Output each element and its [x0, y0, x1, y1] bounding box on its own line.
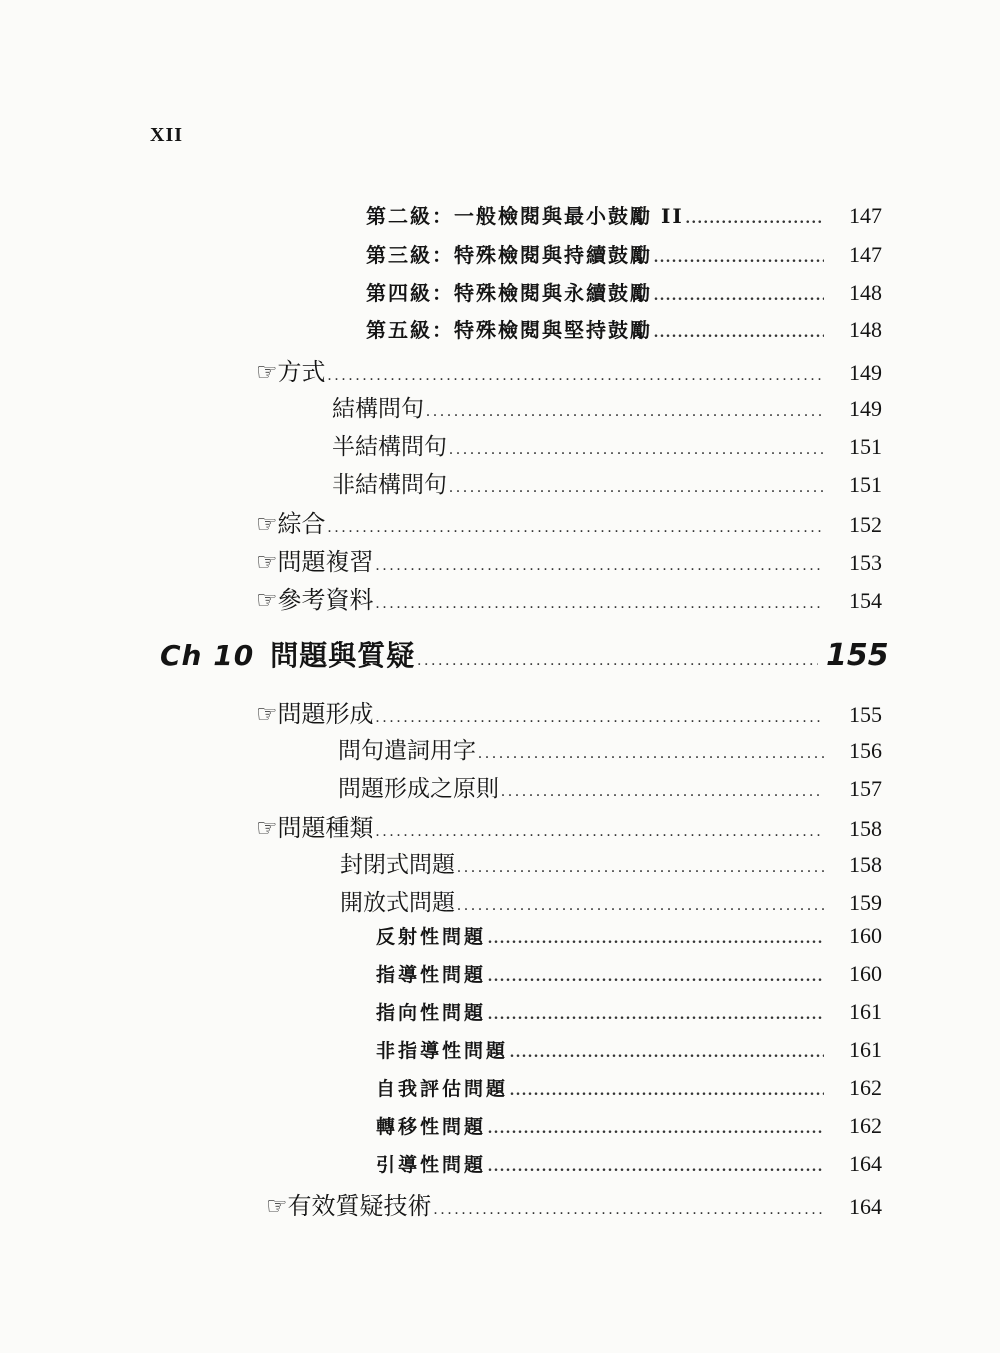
toc-entry-label: 問題形成之原則	[338, 776, 499, 802]
toc-entry-label: 第四級：特殊檢閱與永續鼓勵	[366, 281, 652, 305]
toc-section[interactable]	[256, 504, 882, 539]
toc-entry-page: 158	[849, 852, 882, 877]
toc-entry-label: 引導性問題	[376, 1154, 487, 1176]
toc-entry[interactable]	[332, 466, 882, 499]
pointing-hand-icon: ☞	[256, 510, 278, 538]
chapter-number: Ch 10	[160, 639, 255, 672]
toc-section[interactable]	[266, 1186, 882, 1221]
toc-entry-page: 157	[849, 776, 882, 801]
toc-entry-page: 151	[849, 434, 882, 459]
dot-leader	[654, 287, 824, 305]
toc-section[interactable]	[256, 352, 882, 387]
toc-entry-label: 自我評估問題	[376, 1078, 509, 1100]
toc-entry-label: 參考資料	[277, 586, 374, 614]
toc-entry-label: 指導性問題	[376, 964, 487, 986]
toc-entry-page: 162	[849, 1075, 882, 1100]
toc-entry[interactable]	[338, 732, 882, 765]
toc-entry-label: 轉移性問題	[376, 1116, 487, 1138]
dot-leader	[457, 859, 824, 877]
toc-entry-label: 非結構問句	[332, 472, 447, 498]
toc-entry-label: 反射性問題	[376, 926, 487, 948]
dot-leader	[328, 367, 824, 385]
dot-leader	[510, 1082, 824, 1100]
toc-entry-page: 158	[849, 816, 882, 841]
toc-entry-page: 161	[849, 1037, 882, 1062]
dot-leader	[654, 249, 824, 267]
pointing-hand-icon: ☞	[256, 586, 278, 614]
toc-entry-label: 第二級：一般檢閱與最小鼓勵 II	[366, 204, 684, 228]
toc-entry-label: 問題種類	[277, 814, 374, 842]
toc-entry-label: 方式	[277, 358, 326, 386]
dot-leader	[488, 1006, 824, 1024]
dot-leader	[376, 595, 824, 613]
chapter-title: 問題與質疑	[270, 639, 416, 672]
toc-entry-page: 154	[849, 588, 882, 613]
dot-leader	[417, 652, 818, 670]
toc-entry-page: 149	[849, 360, 882, 385]
pointing-hand-icon: ☞	[256, 814, 278, 842]
toc-entry[interactable]	[366, 239, 882, 268]
toc-entry-page: 164	[849, 1194, 882, 1219]
toc-entry-label: 第五級：特殊檢閱與堅持鼓勵	[366, 318, 652, 342]
toc-entry-page: 147	[849, 203, 882, 228]
toc-entry[interactable]	[376, 1074, 882, 1101]
toc-entry[interactable]	[376, 998, 882, 1025]
toc-entry-page: 159	[849, 890, 882, 915]
dot-leader	[510, 1044, 824, 1062]
toc-entry[interactable]	[340, 884, 882, 917]
toc-section[interactable]	[256, 808, 882, 843]
toc-section[interactable]	[256, 694, 882, 729]
toc-entry-page: 162	[849, 1113, 882, 1138]
pointing-hand-icon: ☞	[256, 358, 278, 386]
dot-leader	[686, 210, 824, 228]
toc-entry-page: 155	[826, 638, 889, 673]
dot-leader	[488, 1120, 824, 1138]
dot-leader	[457, 897, 824, 915]
dot-leader	[376, 557, 824, 575]
toc-section[interactable]	[256, 580, 882, 615]
toc-entry-page: 149	[849, 396, 882, 421]
toc-entry-page: 151	[849, 472, 882, 497]
dot-leader	[328, 519, 824, 537]
toc-entry-page: 155	[849, 702, 882, 727]
dot-leader	[488, 968, 824, 986]
toc-entry[interactable]	[376, 960, 882, 987]
dot-leader	[434, 1201, 824, 1219]
toc-entry[interactable]	[376, 1150, 882, 1177]
dot-leader	[426, 403, 824, 421]
toc-chapter[interactable]	[160, 634, 889, 674]
toc-entry-page: 148	[849, 280, 882, 305]
pointing-hand-icon: ☞	[266, 1192, 288, 1220]
toc-entry-page: 160	[849, 961, 882, 986]
toc-entry-page: 147	[849, 242, 882, 267]
toc-entry-label: 問題複習	[277, 548, 374, 576]
toc-entry-page: 160	[849, 923, 882, 948]
dot-leader	[449, 441, 824, 459]
page-number: XII	[150, 124, 184, 146]
dot-leader	[488, 1158, 824, 1176]
toc-entry-page: 152	[849, 512, 882, 537]
dot-leader	[376, 823, 824, 841]
toc-entry-page: 153	[849, 550, 882, 575]
dot-leader	[376, 709, 824, 727]
pointing-hand-icon: ☞	[256, 548, 278, 576]
toc-entry-label: 指向性問題	[376, 1002, 487, 1024]
toc-entry-label: 封閉式問題	[340, 852, 455, 878]
toc-entry-label: 問句遣詞用字	[338, 738, 476, 764]
toc-entry-page: 156	[849, 738, 882, 763]
toc-entry-label: 有效質疑技術	[287, 1192, 432, 1220]
pointing-hand-icon: ☞	[256, 700, 278, 728]
toc-entry-label: 綜合	[277, 510, 326, 538]
toc-entry[interactable]	[340, 846, 882, 879]
toc-entry-label: 問題形成	[277, 700, 374, 728]
toc-entry[interactable]	[332, 390, 882, 423]
toc-entry-page: 148	[849, 317, 882, 342]
toc-entry-label: 半結構問句	[332, 434, 447, 460]
toc-entry[interactable]	[376, 1036, 882, 1063]
toc-entry[interactable]	[366, 200, 882, 229]
toc-entry[interactable]	[376, 1112, 882, 1139]
toc-entry[interactable]	[366, 314, 882, 343]
toc-entry[interactable]	[366, 277, 882, 306]
dot-leader	[501, 783, 824, 801]
toc-entry-label: 結構問句	[332, 396, 424, 422]
dot-leader	[654, 324, 824, 342]
dot-leader	[449, 479, 824, 497]
toc-entry-label: 非指導性問題	[376, 1040, 509, 1062]
toc-entry[interactable]	[338, 770, 882, 803]
chapter-heading	[160, 634, 415, 674]
toc-entry-label: 開放式問題	[340, 890, 455, 916]
toc-entry-label: 第三級：特殊檢閱與持續鼓勵	[366, 243, 652, 267]
dot-leader	[488, 930, 824, 948]
toc-entry[interactable]	[376, 922, 882, 949]
toc-entry[interactable]	[332, 428, 882, 461]
dot-leader	[478, 745, 824, 763]
toc-section[interactable]	[256, 542, 882, 577]
toc-entry-page: 161	[849, 999, 882, 1024]
toc-entry-page: 164	[849, 1151, 882, 1176]
